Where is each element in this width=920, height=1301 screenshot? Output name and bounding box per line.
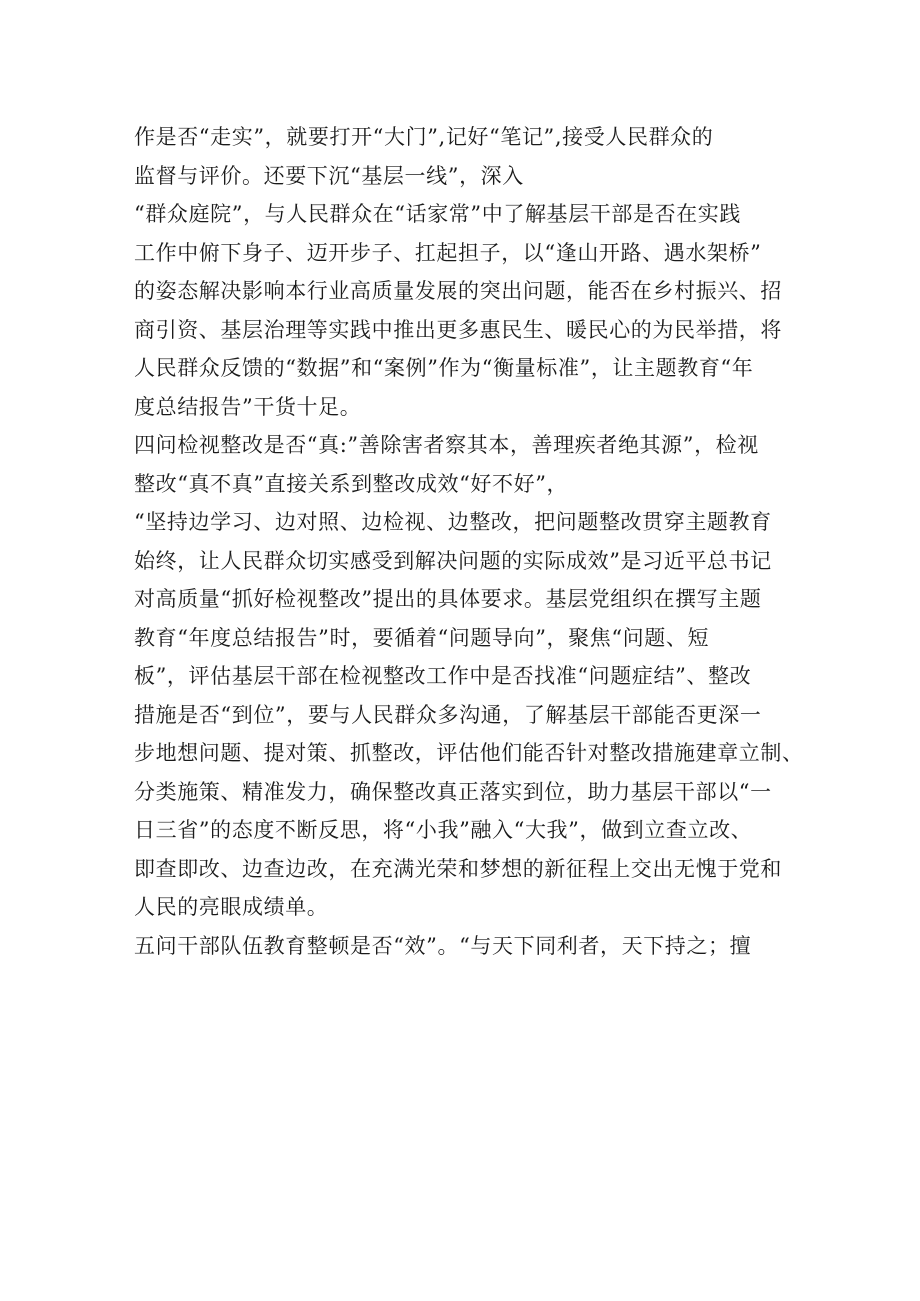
text-line: 措施是否“到位”，要与人民群众多沟通，了解基层干部能否更深一 [134,702,762,727]
text-line: 整改“真不真”直接关系到整改成效“好不好”， [134,471,569,496]
text-line: 即查即改、边查边改，在充满光荣和梦想的新征程上交出无愧于党和 [134,856,782,881]
text-line: 的姿态解决影响本行业高质量发展的突出问题，能否在乡村振兴、招 [134,279,782,303]
text-line: 步地想问题、提对策、抓整改，评估他们能否针对整改措施建章立制、 [134,741,804,765]
text-line: 对高质量“抓好检视整改”提出的具体要求。基层党组织在撰写主题 [134,587,762,611]
text-line: 日三省”的态度不断反思，将“小我”融入“大我”，做到立查立改、 [134,818,753,842]
text-line: 五问干部队伍教育整顿是否“效”。“与天下同利者，天下持之；擅 [134,933,752,958]
text-line: 分类施策、精准发力，确保整改真正落实到位，助力基层干部以“一 [134,779,772,804]
text-line: 教育“年度总结报告”时，要循着“问题导向”，聚焦“问题、短 [134,625,710,650]
text-line: 人民的亮眼成绩单。 [134,895,329,919]
text-line: 商引资、基层治理等实践中推出更多惠民生、暖民心的为民举措，将 [134,317,782,342]
text-line: 作是否“走实”，就要打开“大门”,记好“笔记”,接受人民群众的 [134,125,714,149]
document-body [134,118,804,965]
text-line: 四问检视整改是否“真:”善除害者察其本，善理疾者绝其源”，检视 [134,433,759,457]
text-line: 度总结报告”干货十足。 [134,394,362,419]
text-line: “群众庭院”，与人民群众在“话家常”中了解基层干部是否在实践 [134,202,741,226]
text-line: 工作中俯下身子、迈开步子、扛起担子，以“逢山开路、遇水架桥” [134,240,762,265]
text-line: 始终，让人民群众切实感受到解决问题的实际成效”是习近平总书记 [134,548,772,573]
text-line: 人民群众反馈的“数据”和“案例”作为“衡量标准”，让主题教育“年 [134,356,754,380]
text-line: 板”，评估基层干部在检视整改工作中是否找准“问题症结”、整改 [134,664,752,688]
text-line: “坚持边学习、边对照、边检视、边整改，把问题整改贯穿主题教育 [134,510,772,534]
text-line: 监督与评价。还要下沉“基层一线”，深入 [134,163,524,188]
